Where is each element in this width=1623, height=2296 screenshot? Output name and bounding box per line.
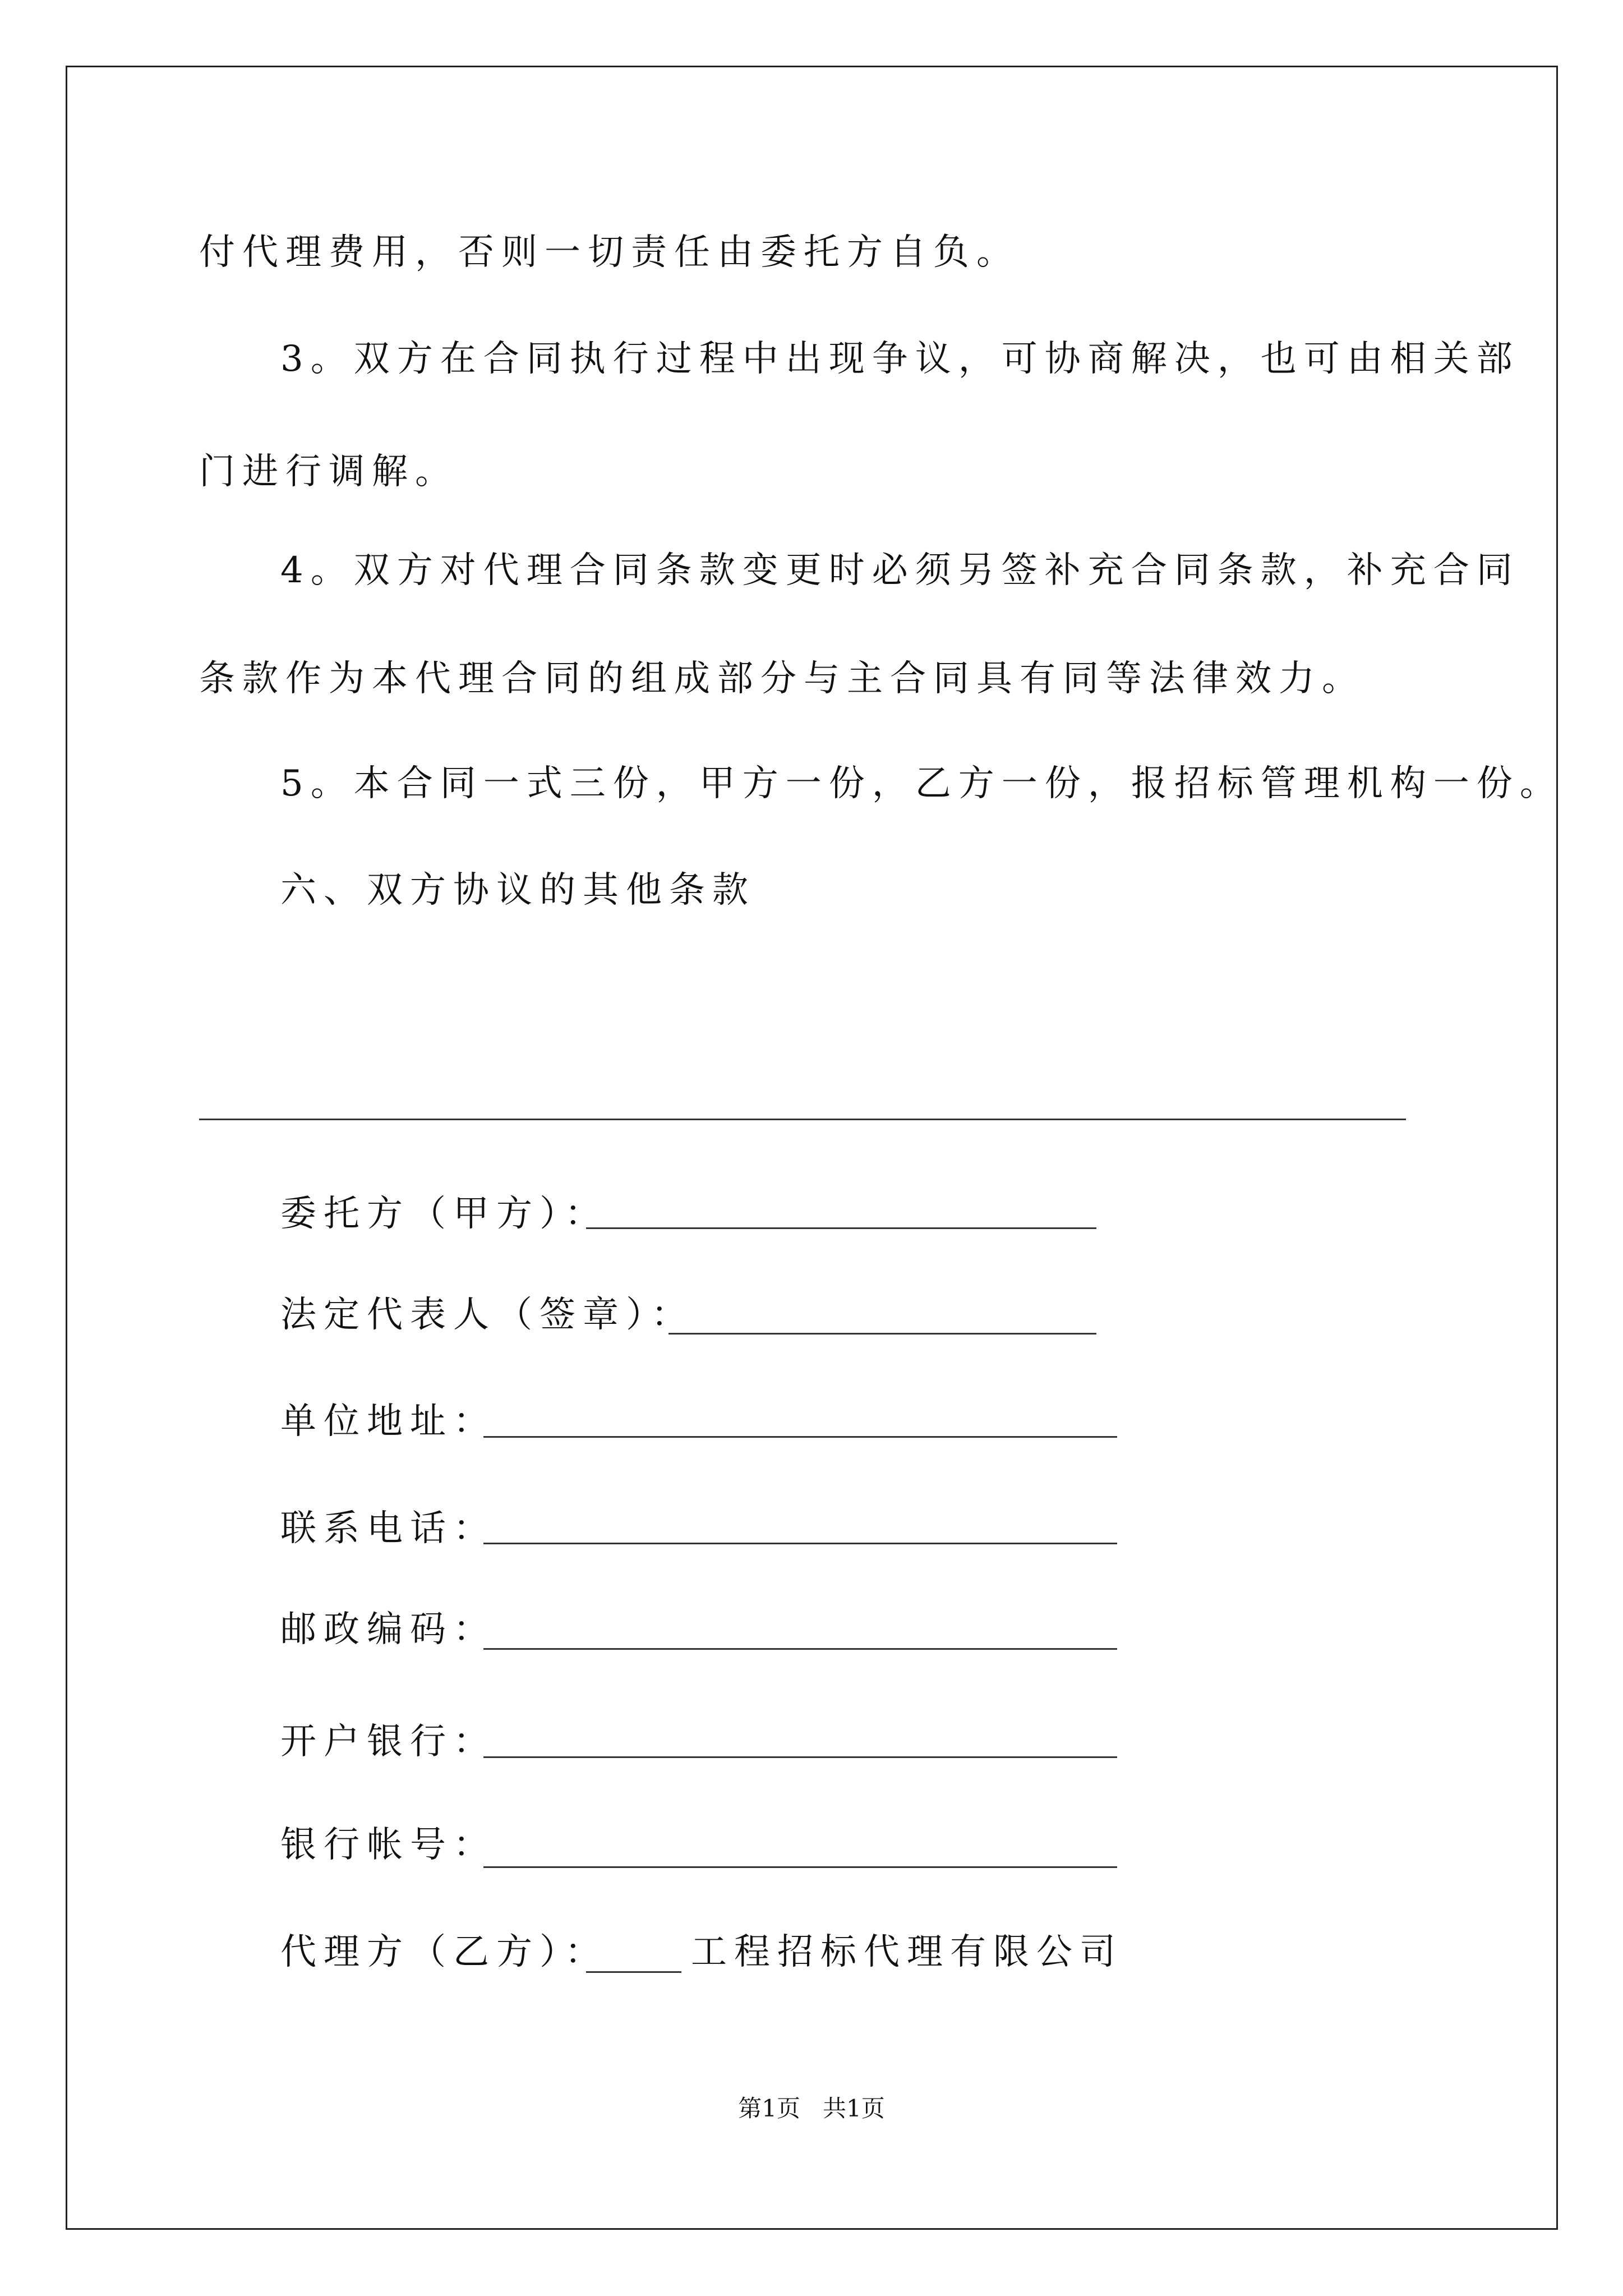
phone-input-line[interactable] [483,1543,1117,1544]
paragraph-5: 5。本合同一式三份，甲方一份，乙方一份，报招标管理机构一份。 [280,763,1563,804]
client-label: 委托方（甲方）： [280,1193,608,1235]
postcode-input-line[interactable] [483,1648,1117,1650]
agent-name-input-line[interactable] [586,1971,681,1973]
address-label: 单位地址： [280,1401,496,1442]
legal-rep-input-line[interactable] [668,1333,1096,1335]
agent-label: 代理方（乙方）： [280,1931,608,1973]
section-6-heading: 六、双方协议的其他条款 [280,869,755,911]
page-number-footer: 第1页 共1页 [738,2095,885,2122]
postcode-label: 邮政编码： [280,1609,496,1650]
account-input-line[interactable] [483,1866,1117,1868]
phone-label: 联系电话： [280,1508,496,1549]
paragraph-4-line-1: 4。双方对代理合同条款变更时必须另签补充合同条款，补充合同 [280,550,1520,591]
blank-line-divider [199,1119,1406,1120]
page-border [66,66,1558,2230]
agent-company-suffix: 工程招标代理有限公司 [691,1931,1123,1973]
paragraph-4-line-2: 条款作为本代理合同的组成部分与主合同具有同等法律效力。 [199,658,1365,700]
account-label: 银行帐号： [280,1824,496,1866]
bank-input-line[interactable] [483,1756,1117,1758]
client-input-line[interactable] [586,1227,1096,1229]
paragraph-3-line-2: 门进行调解。 [199,451,458,493]
bank-label: 开户银行： [280,1721,496,1763]
legal-rep-label: 法定代表人（签章）： [280,1294,694,1336]
paragraph-1-continuation: 付代理费用，否则一切责任由委托方自负。 [199,232,1020,273]
address-input-line[interactable] [483,1436,1117,1438]
paragraph-3-line-1: 3。双方在合同执行过程中出现争议，可协商解决，也可由相关部 [280,338,1520,380]
